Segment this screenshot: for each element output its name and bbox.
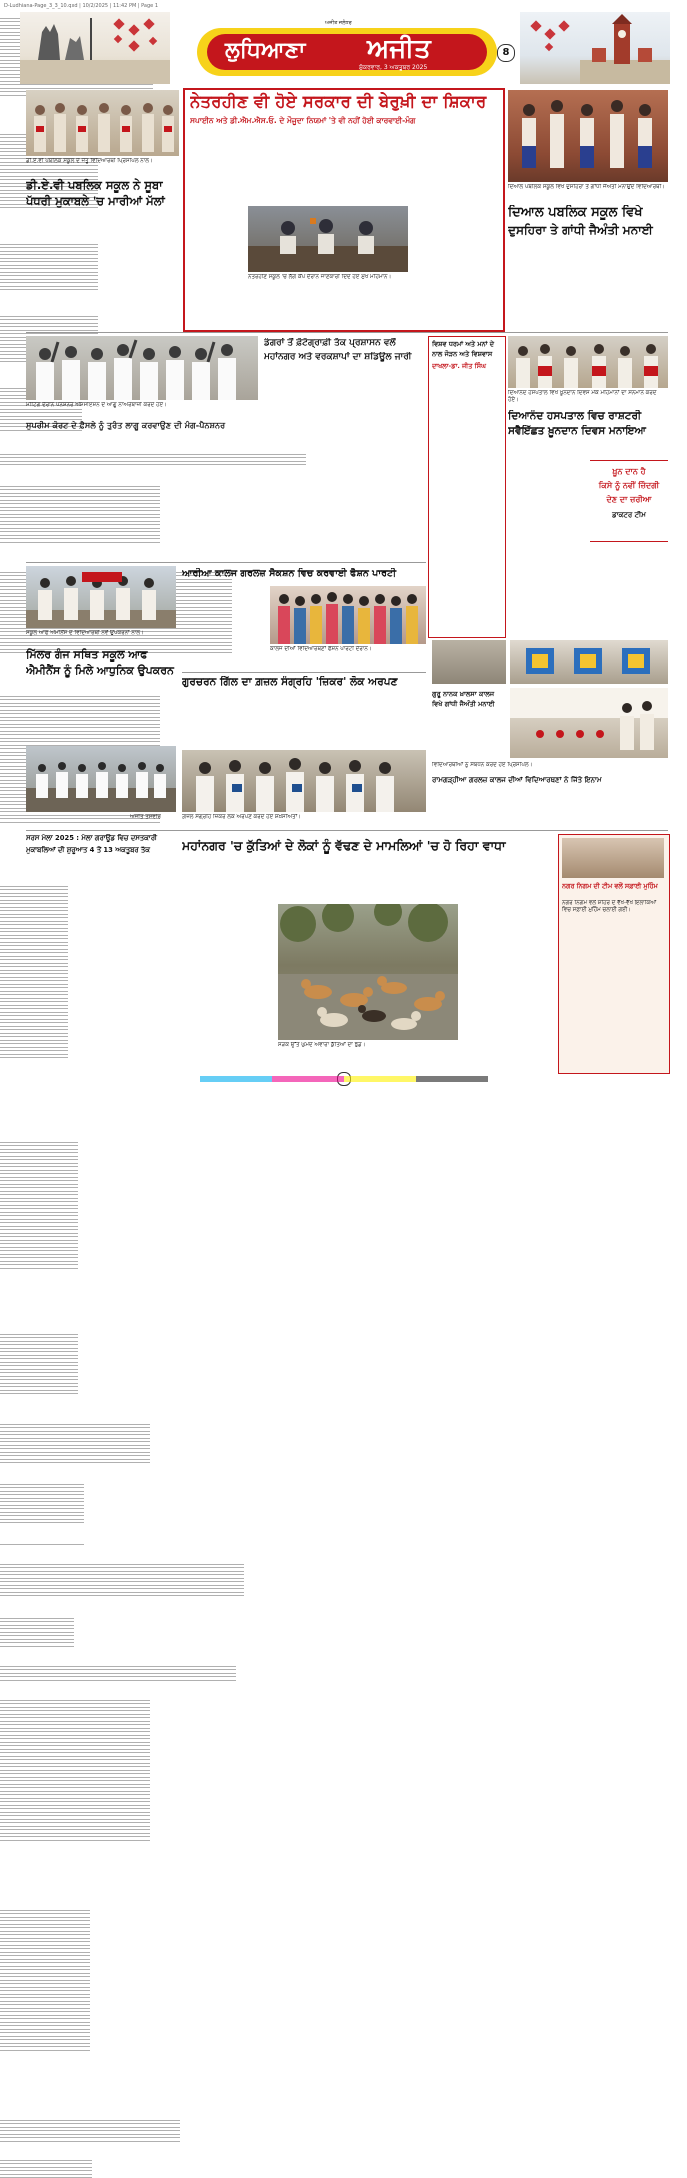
arya-body-left — [0, 1466, 84, 1526]
main-body-foot — [0, 436, 306, 468]
miller-photo-2 — [26, 746, 176, 812]
gurmat-body — [0, 868, 68, 1124]
gurmat-line-3: ਦਾਖਲਾ-ਡਾ. ਜੀਤ ਸਿੰਘ — [432, 362, 486, 370]
gurunanak-caption: ਵਿਦਿਆਰਥੀਆਂ ਨੂੰ ਸੰਬੋਧਨ ਕਰਦੇ ਹੋਏ ਪ੍ਰਿੰਸੀਪਲ। — [432, 762, 533, 768]
dogs-photo — [278, 904, 458, 1040]
gurmat-line-2: ਨਾਲ ਜੋੜਨ ਅਤੇ ਵਿਸ਼ਵਾਸ — [432, 350, 493, 358]
pension-headline: ਸੁਪਰੀਮ ਕੋਰਟ ਦੇ ਫ਼ੈਸਲੇ ਨੂੰ ਤੁਰੰਤ ਲਾਗੂ ਕਰਵਾਉਣ ਦੀ ਮੰਗ-ਪੈਨਸ਼ਨਰ — [26, 420, 226, 430]
masthead-right-image — [520, 12, 670, 84]
gurunanak-headline-1: ਗੁਰੂ ਨਾਨਕ ਖ਼ਾਲਸਾ ਕਾਲਜ — [432, 690, 495, 698]
dogs-body-right — [0, 2142, 92, 2178]
dayal-caption: ਦਿਆਲ ਪਬਲਿਕ ਸਕੂਲ ਵਿਖੇ ਦੁਸਹਿਰਾ ਤੇ ਗਾਂਧੀ ਜੈਅੰਤੀ ਮਨਾਉਂਦੇ ਵਿਦਿਆਰਥੀ। — [508, 184, 665, 190]
photo-story-headline-2: ਮਹਾਂਨਗਰ ਅਤੇ ਵਰਕਸ਼ਾਪਾਂ ਦਾ ਸ਼ਡਿਊਲ ਜਾਰੀ — [264, 352, 412, 362]
masthead-left-image — [20, 12, 170, 84]
masthead-city: ਲੁਧਿਆਣਾ — [225, 38, 306, 63]
dayanand-body-right — [0, 1316, 78, 1406]
sidebar-photo — [562, 838, 664, 878]
divider — [182, 672, 426, 673]
main-subhead: ਸਪਾਈਨ ਅਤੇ ਡੀ.ਐਮ.ਐਸ.ਓ. ਦੇ ਮੌਜੂਦਾ ਨਿਯਮਾਂ 'ਤੇ ਵੀ ਨਹੀਂ ਹੋਈ ਕਾਰਵਾਈ-ਮੰਗ — [190, 116, 416, 125]
divider — [26, 332, 668, 333]
main-photo — [248, 206, 408, 272]
gurcharan-body — [0, 1546, 244, 1600]
gurmat-line-1: ਵਿਸ਼ਵ ਧਰਮਾਂ ਅਤੇ ਮਨਾਂ ਦੇ — [432, 340, 495, 348]
main-caption: ਨੇਤਰਹੀਣ ਸਕੂਲ 'ਚ ਲੱਗੇ ਕੈਂਪ ਦੌਰਾਨ ਜਾਣਕਾਰੀ ਦਿੰਦੇ ਹੋਏ ਮੁੱਖ ਮਹਿਮਾਨ। — [248, 274, 392, 280]
dogs-body-left — [0, 1892, 90, 2102]
miller-body — [0, 1406, 150, 1466]
dayal-photo — [508, 90, 668, 182]
gurunanak-headline-2: ਵਿਖੇ ਗਾਂਧੀ ਜੈਅੰਤੀ ਮਨਾਈ — [432, 700, 495, 708]
miller-photo — [26, 566, 176, 628]
dayanand-photo — [508, 336, 668, 388]
sarasmela-headline-2: ਮੁਕਾਬਲਿਆਂ ਦੀ ਸ਼ੁਰੂਆਤ 4 ਤੋਂ 13 ਅਕਤੂਬਰ ਤੱਕ — [26, 846, 150, 854]
gurunanak-strip: ਰਾਮਗੜ੍ਹੀਆ ਗਰਲਜ਼ ਕਾਲਜ ਦੀਆਂ ਵਿਦਿਆਰਥਣਾਂ ਨੇ ਜਿੱਤੇ ਇਨਾਮ — [432, 776, 602, 784]
gurunanak-strip-body — [0, 1648, 236, 1682]
arya-photo — [270, 586, 426, 644]
gurunanak-photo-3 — [510, 688, 668, 758]
page-number: 8 — [497, 44, 515, 62]
dav-caption: ਡੀ.ਏ.ਵੀ ਪਬਲਿਕ ਸਕੂਲ ਦੇ ਜੇਤੂ ਵਿਦਿਆਰਥੀ ਪ੍ਰਿੰਸੀਪਲ ਨਾਲ। — [26, 158, 153, 164]
dav-headline-2: ਪੱਧਰੀ ਮੁਕਾਬਲੇ 'ਚ ਮਾਰੀਆਂ ਮੱਲਾਂ — [26, 194, 165, 208]
dayanand-quote-3: ਦੇਣ ਦਾ ਜ਼ਰੀਆ — [606, 495, 652, 504]
dogs-headline: ਮਹਾਂਨਗਰ 'ਚ ਕੁੱਤਿਆਂ ਦੇ ਲੋਕਾਂ ਨੂੰ ਵੱਢਣ ਦੇ ਮਾਮਲਿਆਂ 'ਚ ਹੋ ਰਿਹਾ ਵਾਧਾ — [182, 838, 506, 853]
sarasmela-body — [0, 1682, 150, 1892]
dayal-body — [0, 468, 160, 554]
dogs-caption: ਸੜਕ ਉੱਤੇ ਘੁੰਮਦੇ ਅਵਾਰਾ ਕੁੱਤਿਆਂ ਦਾ ਝੁੰਡ। — [278, 1042, 366, 1048]
pension-photo — [26, 336, 258, 400]
pension-caption: ਮੀਟਿੰਗ ਦੌਰਾਨ ਪੈਨਸ਼ਨਰ ਐਸੋਸੀਏਸ਼ਨ ਦੇ ਆਗੂ ਨਾਅਰੇਬਾਜ਼ੀ ਕਰਦੇ ਹੋਏ। — [26, 402, 167, 408]
dayal-headline-1: ਦਿਆਲ ਪਬਲਿਕ ਸਕੂਲ ਵਿਖੇ — [508, 205, 643, 220]
color-bar — [200, 1076, 488, 1082]
dayanand-caption: ਦਿਆਨੰਦ ਹਸਪਤਾਲ ਵਿਖੇ ਖ਼ੂਨਦਾਨ ਦਿਵਸ ਮੌਕੇ ਮਹਿਮਾਨਾਂ ਦਾ ਸਨਮਾਨ ਕਰਦੇ ਹੋਏ। — [508, 390, 657, 403]
gurcharan-headline: ਗੁਰਚਰਨ ਗਿੱਲ ਦਾ ਗ਼ਜ਼ਲ ਸੰਗ੍ਰਹਿ 'ਜ਼ਿਕਰ' ਲੋਕ ਅਰਪਣ — [182, 676, 398, 688]
dav-photo — [26, 90, 179, 156]
dayanand-headline-2: ਸਵੈਇੱਛਤ ਖ਼ੂਨਦਾਨ ਦਿਵਸ ਮਨਾਇਆ — [508, 425, 646, 437]
dayanand-quote-box — [590, 460, 668, 542]
gurcharan-caption: ਗ਼ਜ਼ਲ ਸੰਗ੍ਰਹਿ ਜ਼ਿਕਰ ਲੋਕ ਅਰਪਣ ਕਰਦੇ ਹੋਏ ਸ਼ਖ਼ਸੀਅਤਾਂ। — [182, 814, 301, 820]
masthead-logo — [197, 28, 497, 76]
sarasmela-headline-1: ਸਰਸ ਮੇਲਾ 2025 : ਮੇਲਾ ਗਰਾਊਂਡ ਵਿਚ ਦਸਤਕਾਰੀ — [26, 834, 157, 842]
dav-headline-1: ਡੀ.ਏ.ਵੀ ਪਬਲਿਕ ਸਕੂਲ ਨੇ ਸੂਬਾ — [26, 178, 163, 192]
masthead-tagline: ਅਜੀਤ ਜਲੰਧਰ — [325, 20, 352, 26]
main-body-mid — [0, 226, 98, 298]
gurunanak-photo-1 — [432, 640, 506, 684]
gurunanak-photo-2 — [510, 640, 668, 684]
divider — [26, 830, 668, 831]
dayanand-quote-4: ਡਾਕਟਰ ਟੀਮ — [612, 511, 646, 519]
dayanand-body-left — [0, 1124, 78, 1316]
miller-caption: ਸਕੂਲ ਆਫ ਐਮੀਨੈਂਸ ਦੇ ਵਿਦਿਆਰਥੀ ਨਵੇਂ ਉਪਕਰਨਾਂ ਨਾਲ। — [26, 630, 144, 636]
dogs-body-top — [0, 2102, 180, 2142]
arya-caption: ਕਾਲਜ ਦੀਆਂ ਵਿਦਿਆਰਥਣਾਂ ਫੈਸ਼ਨ ਪਾਰਟੀ ਦੌਰਾਨ। — [270, 646, 372, 652]
miller-headline-1: ਮਿੱਲਰ ਗੰਜ ਸਥਿਤ ਸਕੂਲ ਆਫ — [26, 648, 148, 661]
gurunanak-body — [0, 1600, 74, 1648]
masthead-paper: ਅਜੀਤ — [367, 34, 431, 64]
gurcharan-photo — [182, 750, 426, 812]
gurmat-box — [428, 336, 506, 638]
divider — [26, 562, 426, 563]
prepress-slug: D-Ludhiana-Page_3_3_10.qxd | 10/2/2025 | 11:42 PM | Page 1 — [4, 3, 159, 9]
photo-story-headline-1: ਡੰਗਰਾਂ ਤੋਂ ਫ਼ੋਟੋਗ੍ਰਾਫ਼ੀ ਤੱਕ ਪ੍ਰਸ਼ਾਸਨ ਵਲੋਂ — [264, 338, 396, 348]
dayal-headline-2: ਦੁਸਹਿਰਾ ਤੇ ਗਾਂਧੀ ਜੈਅੰਤੀ ਮਨਾਈ — [508, 223, 653, 237]
masthead-date: ਸ਼ੁੱਕਰਵਾਰ, 3 ਅਕਤੂਬਰ 2025 — [359, 64, 428, 71]
dayanand-quote-1: ਖ਼ੂਨ ਦਾਨ ਹੈ — [612, 467, 646, 476]
sidebar-title: ਨਗਰ ਨਿਗਮ ਦੀ ਟੀਮ ਵਲੋਂ ਸਫ਼ਾਈ ਮੁਹਿੰਮ — [562, 882, 658, 890]
miller-headline-2: ਐਮੀਨੈਂਸ ਨੂੰ ਮਿਲੇ ਆਧੁਨਿਕ ਉਪਕਰਨ — [26, 664, 174, 677]
dayanand-headline-1: ਦਿਆਨੰਦ ਹਸਪਤਾਲ ਵਿਚ ਰਾਸ਼ਟਰੀ — [508, 410, 642, 422]
statue-icon — [20, 12, 170, 84]
arya-headline: ਆਰੀਆ ਕਾਲਜ ਗਰਲਜ਼ ਸੈਕਸ਼ਨ ਵਿਚ ਕਰਵਾਈ ਫੈਸ਼ਨ ਪਾਰਟੀ — [182, 568, 397, 579]
clock-tower-icon — [520, 12, 670, 84]
dayanand-quote-2: ਕਿਸੇ ਨੂੰ ਨਵੀਂ ਜ਼ਿੰਦਗੀ — [598, 481, 660, 490]
arya-body-right — [0, 1526, 84, 1546]
main-headline: ਨੇਤਰਹੀਣ ਵੀ ਹੋਏ ਸਰਕਾਰ ਦੀ ਬੇਰੁਖ਼ੀ ਦਾ ਸ਼ਿਕਾਰ — [190, 92, 487, 111]
miller-byline: ਅਜੀਤ ਤਸਵੀਰ — [130, 814, 161, 820]
sidebar-text: ਨਗਰ ਨਿਗਮ ਵਲੋਂ ਸ਼ਹਿਰ ਦੇ ਵੱਖ-ਵੱਖ ਇਲਾਕਿਆਂ ਵਿਚ ਸਫ਼ਾਈ ਮੁਹਿੰਮ ਚਲਾਈ ਗਈ। — [562, 900, 657, 913]
